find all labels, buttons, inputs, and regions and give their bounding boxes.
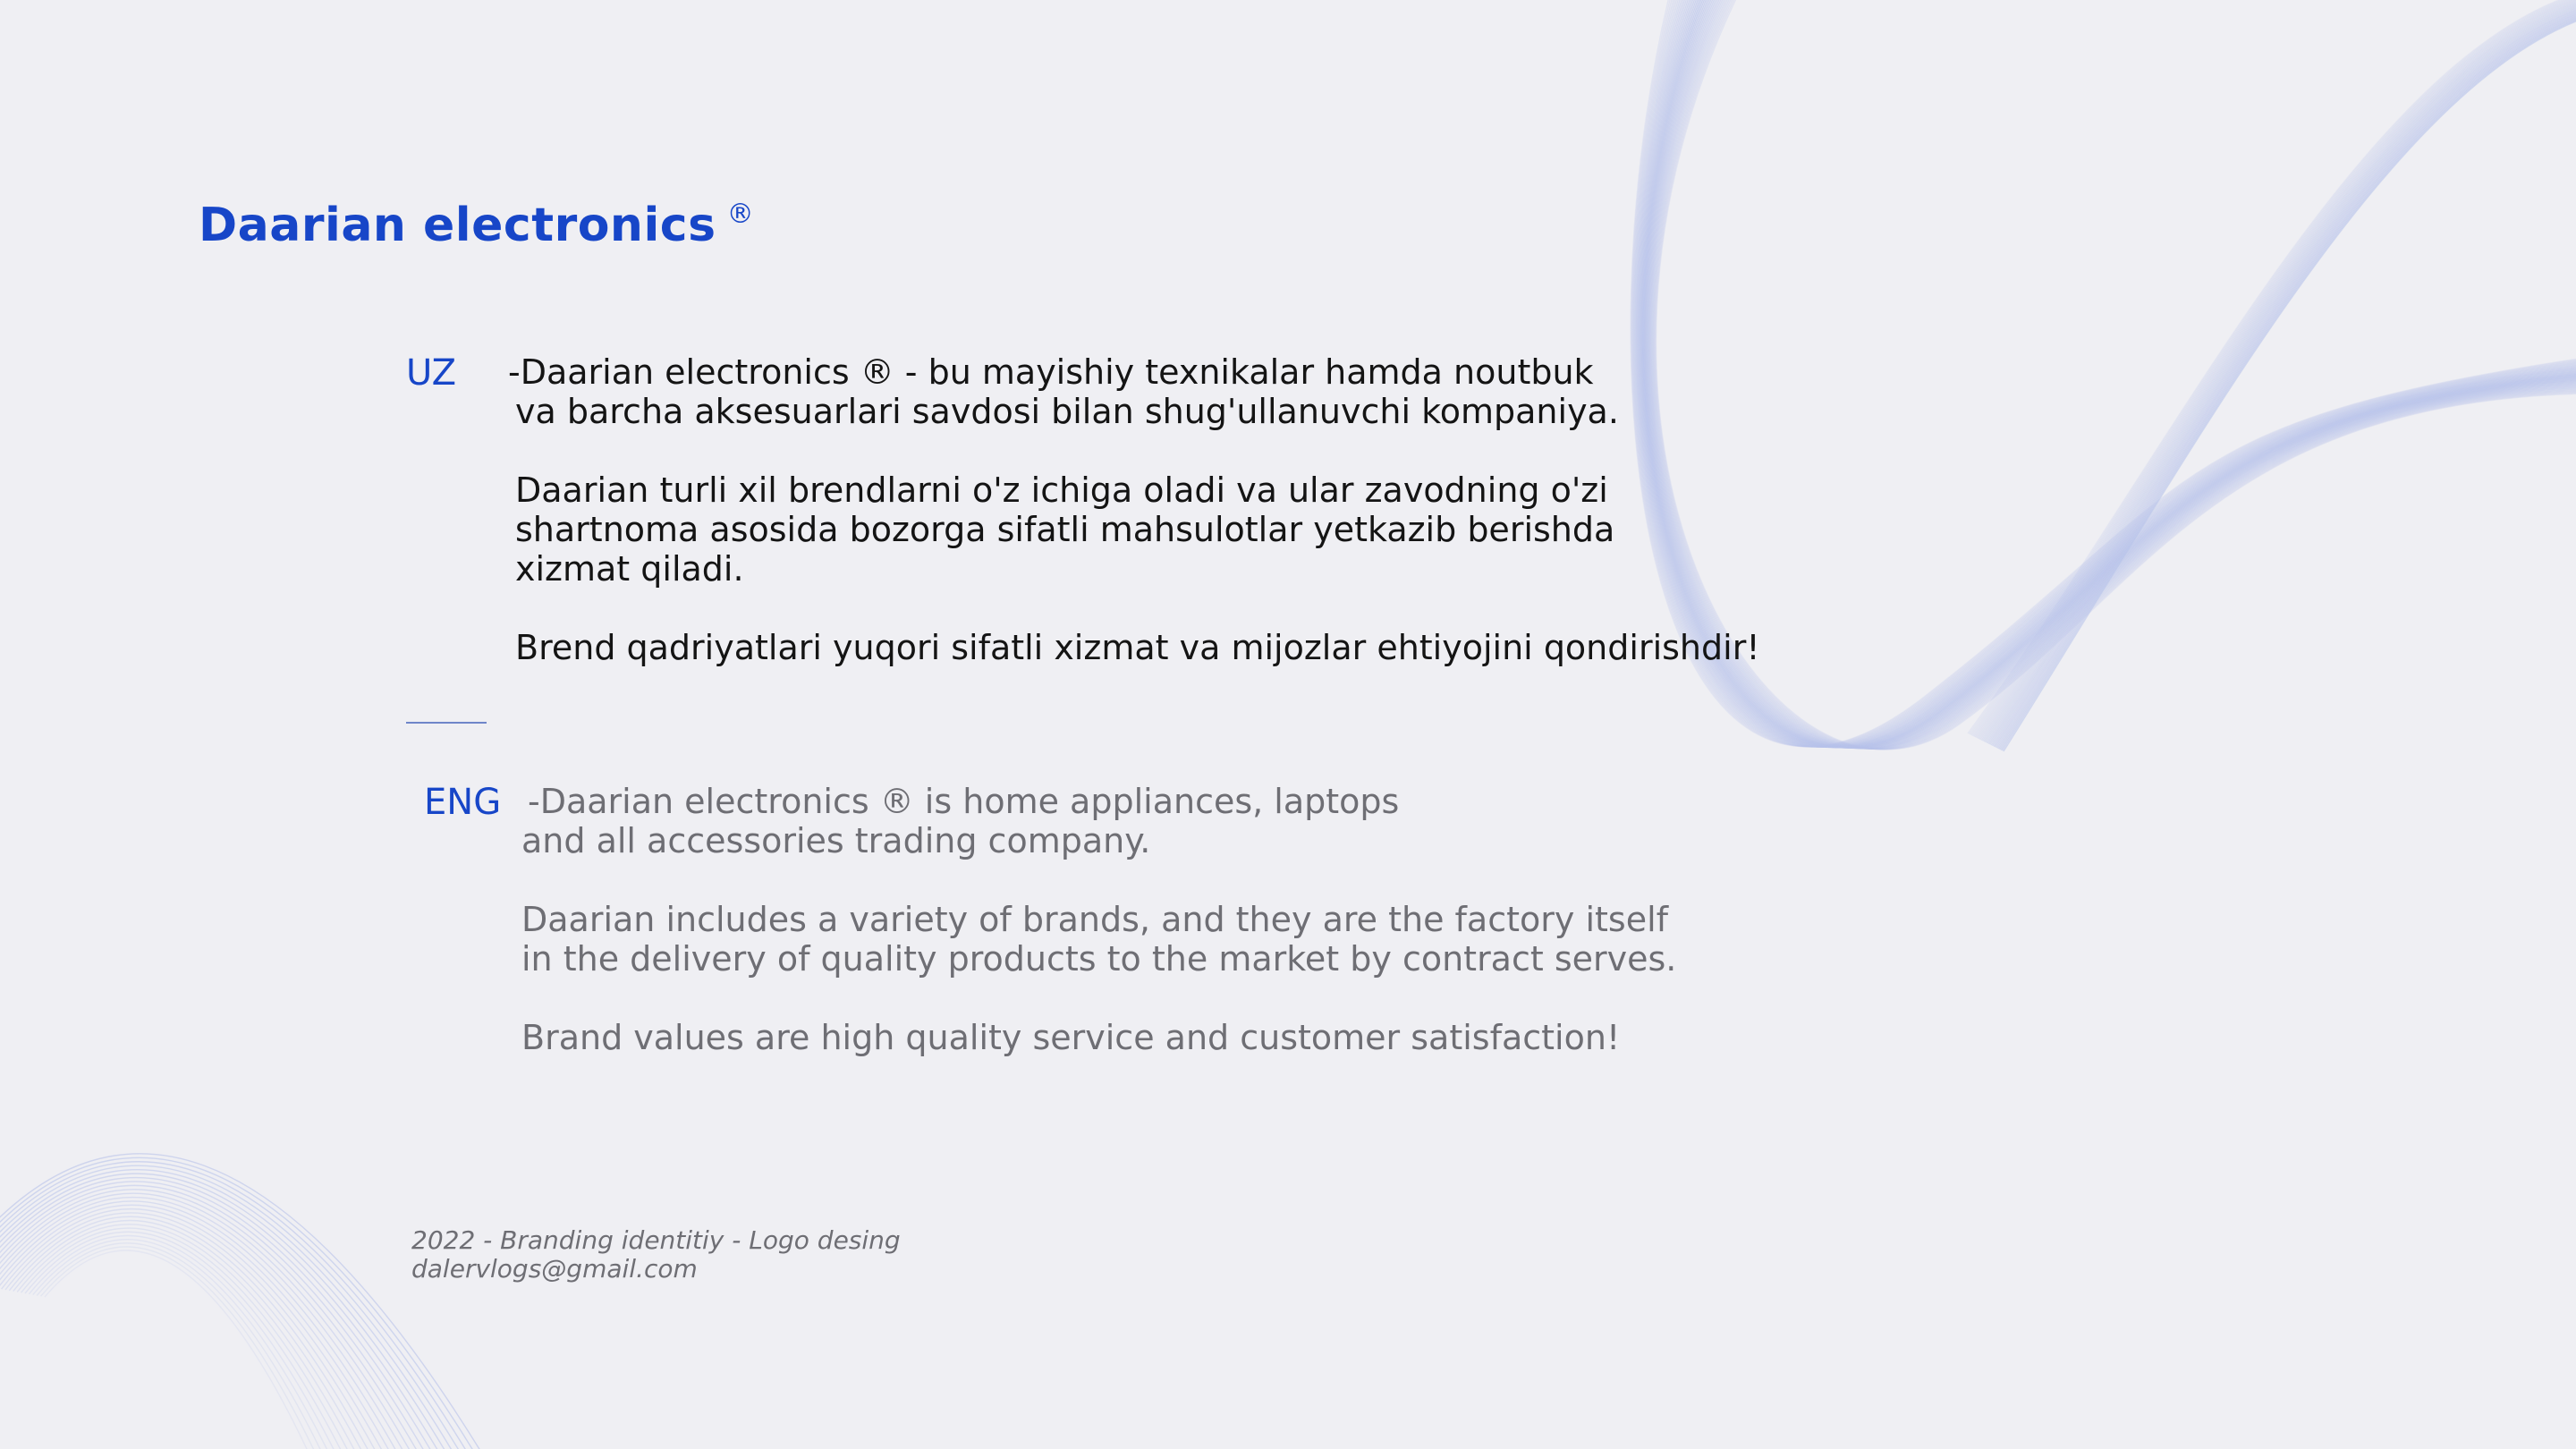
wave-arc xyxy=(13,1221,386,1449)
wave-arc xyxy=(2,1209,406,1449)
brand-title xyxy=(199,199,754,252)
eng-description-line-1: -Daarian electronics ® is home appliances, laptops xyxy=(528,782,1400,821)
wave-arc xyxy=(0,1185,446,1449)
wave-arc xyxy=(0,1193,433,1449)
eng-language-label: ENG xyxy=(424,782,502,823)
wave-arc xyxy=(0,1174,467,1449)
wave-arc xyxy=(0,1198,426,1449)
eng-values-line: Brand values are high quality service and customer satisfaction! xyxy=(521,1018,1621,1057)
wave-arc xyxy=(0,1205,412,1449)
footer-email: dalervlogs@gmail.com xyxy=(411,1254,698,1284)
uz-values-line: Brend qadriyatlari yuqori sifatli xizmat va mijozlar ehtiyojini qondirishdir! xyxy=(515,628,1760,667)
uz-description-line-2: va barcha aksesuarlari savdosi bilan shug'ullanuvchi kompaniya. xyxy=(515,392,1619,431)
eng-brands-line-2: in the delivery of quality products to the market by contract serves. xyxy=(521,939,1677,979)
eng-brands-line-1: Daarian includes a variety of brands, and they are the factory itself xyxy=(521,900,1669,939)
uz-language-label: UZ xyxy=(406,352,456,394)
section-divider xyxy=(406,722,487,724)
footer-credit: 2022 - Branding identitiy - Logo desing xyxy=(411,1225,901,1255)
uz-brands-line-2: shartnoma asosida bozorga sifatli mahsulotlar yetkazib berishda xyxy=(515,510,1615,549)
wave-arc xyxy=(5,1213,399,1449)
eng-description-line-2: and all accessories trading company. xyxy=(521,821,1151,860)
registered-mark: ® xyxy=(726,199,755,230)
brand-title-text: Daarian electronics xyxy=(199,199,716,252)
wave-arc xyxy=(0,1154,501,1449)
uz-brands-line-3: xizmat qiladi. xyxy=(515,549,744,589)
uz-brands-line-1: Daarian turli xil brendlarni o'z ichiga oladi va ular zavodning o'zi xyxy=(515,470,1608,510)
uz-description-line-1: -Daarian electronics ® - bu mayishiy texnikalar hamda noutbuk xyxy=(508,352,1594,392)
